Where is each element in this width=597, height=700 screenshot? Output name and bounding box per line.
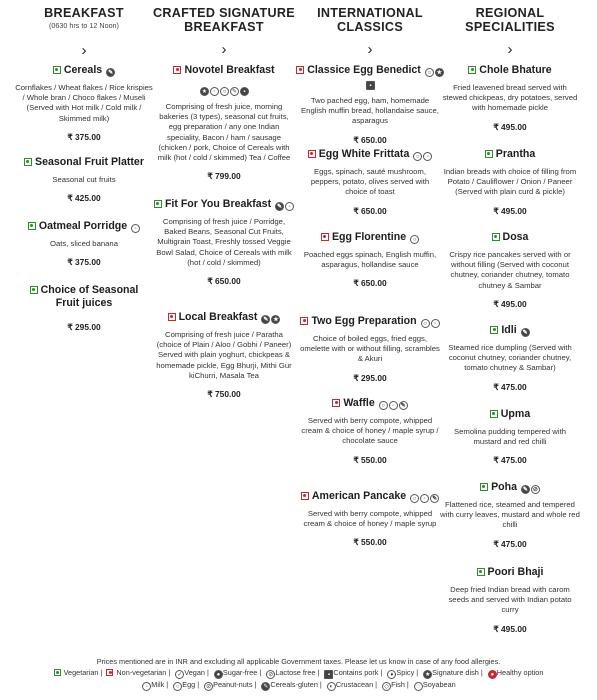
milk-icon: ◦ <box>142 682 151 691</box>
veg-icon <box>28 222 36 230</box>
menu-item-dosa <box>436 231 584 309</box>
breakfast-column <box>10 6 158 332</box>
menu-item-chole-bhature <box>436 64 584 132</box>
item-name: Upma <box>500 408 531 420</box>
item-price: ₹ 650.00 <box>353 278 387 289</box>
menu-item-local-breakfast <box>150 311 298 399</box>
item-description: Poached eggs spinach, English muffin, asparagus, hollandise sauce <box>303 250 437 270</box>
item-name: Oatmeal Porridge <box>38 220 128 232</box>
menu-columns <box>0 6 597 646</box>
legend-label: Vegetarian <box>63 668 99 677</box>
item-price: ₹ 475.00 <box>493 381 527 392</box>
peanut-nuts-icon: ⊘ <box>206 684 212 690</box>
item-name: Poha <box>491 481 517 493</box>
legend-label: Cereals-gluten <box>270 680 318 689</box>
menu-item-oatmeal <box>10 220 158 267</box>
menu-item-prantha <box>436 148 584 216</box>
item-price: ₹ 495.00 <box>493 205 527 216</box>
legend-label: Spicy <box>396 668 415 677</box>
egg-icon: ○ <box>421 319 430 328</box>
veg-icon <box>485 150 493 158</box>
nonveg-icon <box>296 66 304 74</box>
legend-label: Fish <box>391 680 405 689</box>
egg-icon: ○ <box>410 235 419 244</box>
veg-icon <box>477 568 485 576</box>
contains-pork-icon: ▪ <box>324 670 333 679</box>
item-name: Idli <box>501 324 517 336</box>
cereals-gluten-icon: ✎ <box>400 403 406 409</box>
menu-item-american-pancake <box>296 490 444 547</box>
item-price: ₹ 495.00 <box>493 121 527 132</box>
egg-icon: ○ <box>413 152 422 161</box>
item-price: ₹ 650.00 <box>353 134 387 145</box>
item-price: ₹ 425.00 <box>67 193 101 204</box>
cereals-gluten-icon: ✎ <box>263 684 269 690</box>
egg-icon: ○ <box>410 494 419 503</box>
veg-icon <box>30 286 38 294</box>
menu-item-novotel-breakfast <box>150 64 298 181</box>
item-description: Seasonal cut fruits <box>52 175 116 184</box>
item-name: Classice Egg Benedict <box>307 64 421 76</box>
item-price: ₹ 495.00 <box>493 623 527 634</box>
milk-icon: ◦ <box>389 401 398 410</box>
milk-icon: ◦ <box>210 87 219 96</box>
item-description: Fried leavened bread served with stewed chickpeas, dry potatoes, served with homemade pickle <box>442 83 578 113</box>
peanut-nuts-icon: ⊘ <box>532 487 538 493</box>
menu-item-poha <box>436 481 584 549</box>
legend-label: Lactose free <box>275 668 316 677</box>
item-price: ₹ 750.00 <box>207 389 241 400</box>
column-heading: CRAFTED SIGNATURE <box>153 6 295 20</box>
veg-icon <box>492 233 500 241</box>
item-description: Deep fried Indian bread with carom seeds and served with Indian potato curry <box>448 585 572 615</box>
item-description: Semolina pudding tempered with mustard and red chilli <box>454 427 566 447</box>
menu-item-fruit-juices <box>10 284 158 332</box>
item-name: Egg White Frittata <box>318 148 410 160</box>
nonveg-icon <box>308 150 316 158</box>
egg-icon: ○ <box>220 87 229 96</box>
healthy-option-icon: ● <box>488 670 497 679</box>
legend-label: Peanut-nuts <box>213 680 253 689</box>
column-heading: INTERNATIONAL <box>317 6 423 20</box>
column-heading-line-2: BREAKFAST <box>184 20 264 34</box>
legend-label: Contains pork <box>333 668 379 677</box>
cereals-gluten-icon: ✎ <box>522 330 528 336</box>
menu-item-fit-for-you <box>150 198 298 286</box>
item-name: Egg Florentine <box>331 231 407 243</box>
cereals-gluten-icon: ✎ <box>108 70 114 76</box>
item-price: ₹ 650.00 <box>353 205 387 216</box>
column-heading-line-2: SPECIALITIES <box>465 20 555 34</box>
item-price: ₹ 375.00 <box>67 131 101 142</box>
menu-item-egg-benedict <box>296 64 444 145</box>
item-description: Choice of boiled eggs, fried eggs, omelette with or without filling, scrambles & Akuri <box>300 334 440 364</box>
item-price: ₹ 650.00 <box>207 276 241 287</box>
item-name: Prantha <box>495 148 536 160</box>
item-description: Served with berry compote, whipped cream & choice of honey / maple syrup <box>303 509 437 529</box>
legend-row-2: ◦ Milk | ○ Egg | ⊘ Peanut-nuts | ✎ Cereals-gluten | ◐ Crustacean | ◇ Fish | ◌ Soyabean <box>0 679 597 691</box>
veg-icon <box>480 483 488 491</box>
item-price: ₹ 495.00 <box>493 298 527 309</box>
signature-dish-icon: ★ <box>273 317 279 323</box>
item-description: Comprising of fresh juice / Paratha (choice of Plain / Aloo / Gobhi / Paneer) Served with plain yoghurt, chickpeas & homemade pickle, Egg Bhurji, Mithi Gur kiChurri, Masala Tea <box>156 330 292 380</box>
signature-dish-icon: ★ <box>436 70 442 76</box>
column-heading-line-2: CLASSICS <box>336 20 404 34</box>
veg-icon <box>24 158 32 166</box>
item-description: Comprising of fresh juice, morning bakeries (3 types), seasonal cut fruits, egg preparation / any one Indian speciality, Bacon / ham / sausage (chicken / pork, Choice of Cereals with milk (hot / cold / skimmed) Tea / Coffee <box>157 102 291 163</box>
milk-icon: ◦ <box>131 224 140 233</box>
egg-icon: ○ <box>425 68 434 77</box>
item-price: ₹ 295.00 <box>353 372 387 383</box>
legend-label: Healthy option <box>496 668 544 677</box>
veg-icon <box>154 200 162 208</box>
item-price: ₹ 475.00 <box>493 455 527 466</box>
item-description: Cornflakes / Wheat flakes / Rice krispies / Whole bran / Choco flakes / Museli (Served with Hot milk / Cold milk / Skimmed milk) <box>15 83 153 123</box>
item-description: Flattened rice, steamed and tempered with curry leaves, mustard and whole red chilli <box>440 500 580 530</box>
international-column <box>296 6 444 548</box>
footer-note: Prices mentioned are in INR and excluding all applicable Government taxes. Please let us know in case of any food allergies. <box>96 657 501 666</box>
item-name: American Pancake <box>311 490 407 502</box>
nonveg-icon <box>300 317 308 325</box>
menu-item-idli <box>436 324 584 392</box>
legend-label: Signature dish <box>432 668 479 677</box>
veg-icon <box>468 66 476 74</box>
item-price: ₹ 375.00 <box>67 257 101 268</box>
column-heading: BREAKFAST <box>44 6 124 20</box>
milk-icon: ◦ <box>431 319 440 328</box>
milk-icon: ◦ <box>285 202 294 211</box>
fish-icon: ◇ <box>382 682 391 691</box>
legend-label: Non-vegetarian <box>116 668 167 677</box>
menu-item-cereals <box>10 64 158 142</box>
legend-label: Sugar-free <box>222 668 258 677</box>
cereals-gluten-icon: ✎ <box>432 496 438 502</box>
item-description: Oats, sliced banana <box>50 239 118 248</box>
item-name: Dosa <box>502 231 529 243</box>
item-name: Poori Bhaji <box>487 566 544 578</box>
veg-icon <box>490 326 498 334</box>
vegan-icon: ✓ <box>177 672 183 678</box>
sugar-free-icon: ● <box>214 670 223 679</box>
column-subheading: (0630 hrs to 12 Noon) <box>49 21 119 30</box>
legend-label: Vegan <box>184 668 205 677</box>
contains-pork-icon: ▪ <box>366 81 375 90</box>
chevron-right-icon[interactable]: › <box>221 41 227 58</box>
legend-label: Crustacean <box>335 680 374 689</box>
veg-icon <box>53 66 61 74</box>
lactose-free-icon: ⊘ <box>268 672 274 678</box>
menu-item-upma <box>436 408 584 465</box>
chevron-right-icon[interactable]: › <box>81 42 87 59</box>
egg-icon: ○ <box>379 401 388 410</box>
legend-row-1: Vegetarian | Non-vegetarian | ✓ Vegan | ● Sugar-free | ⊘ Lactose free | ▪ Contains pork | ♦ Spicy | ★ Signature dish | ● Healthy option <box>0 667 597 679</box>
nonveg-icon <box>301 492 309 500</box>
menu-item-poori-bhaji <box>436 566 584 634</box>
milk-icon: ◦ <box>420 494 429 503</box>
item-name: Novotel Breakfast <box>184 64 275 76</box>
nonveg-icon <box>168 313 176 321</box>
item-name: Waffle <box>343 397 375 409</box>
milk-icon: ◦ <box>423 152 432 161</box>
veg-icon <box>490 410 498 418</box>
item-price: ₹ 550.00 <box>353 537 387 548</box>
nonveg-icon <box>173 66 181 74</box>
column-heading: REGIONAL <box>475 6 545 20</box>
item-price: ₹ 799.00 <box>207 171 241 182</box>
chevron-right-icon[interactable]: › <box>367 41 373 58</box>
veg-icon <box>54 669 61 676</box>
item-price: ₹ 295.00 <box>67 322 101 332</box>
nonveg-icon <box>321 233 329 241</box>
legend-label: Milk <box>151 680 165 689</box>
menu-item-waffle <box>296 397 444 465</box>
item-name: Two Egg Preparation <box>311 315 417 327</box>
footer <box>0 656 597 691</box>
signature-dish-icon: ★ <box>201 89 208 95</box>
soyabean-icon: ◌ <box>414 682 423 691</box>
item-name: Local Breakfast <box>178 311 258 323</box>
item-price: ₹ 475.00 <box>493 538 527 549</box>
cereals-gluten-icon: ✎ <box>231 89 238 95</box>
menu-item-two-egg-preparation <box>296 315 444 383</box>
item-description: Eggs, spinach, sauté mushroom, peppers, potato, olives served with choice of toast <box>310 167 430 197</box>
chevron-right-icon[interactable]: › <box>507 41 513 58</box>
item-name: Chole Bhature <box>479 64 552 76</box>
nonveg-icon <box>332 399 340 407</box>
item-name: Seasonal Fruit Platter <box>35 156 144 168</box>
menu-item-fruit-platter <box>10 156 158 203</box>
item-name-line-2: Fruit juices <box>55 297 113 309</box>
item-description: Comprising of fresh juice / Porridge, Baked Beans, Seasonal Cut Fruits, Multigrain Toast, Freshly tossed Veggie Bowl Salad, Choice of Cereals with milk (hot / cold / skimmed) <box>156 217 292 267</box>
regional-column <box>436 6 584 634</box>
cereals-gluten-icon: ✎ <box>263 317 269 323</box>
cereals-gluten-icon: ✎ <box>522 487 528 493</box>
egg-icon: ○ <box>173 682 182 691</box>
cereals-gluten-icon: ✎ <box>277 204 283 210</box>
allergen-icons <box>150 79 298 97</box>
signature-column <box>150 6 298 400</box>
item-name: Cereals <box>63 64 103 76</box>
menu-item-egg-white-frittata <box>296 148 444 216</box>
item-name: Choice of Seasonal <box>40 284 139 296</box>
signature-dish-icon: ★ <box>424 672 431 678</box>
legend-label: Egg <box>182 680 196 689</box>
item-price: ₹ 550.00 <box>353 454 387 465</box>
crustacean-icon: ◐ <box>327 682 336 691</box>
spicy-icon: ♦ <box>387 670 396 679</box>
nonveg-icon <box>106 669 113 676</box>
item-description: Two pached egg, ham, homemade English muffin bread, hollandaise sauce, asparagus <box>301 96 439 126</box>
legend-label: Soyabean <box>422 680 456 689</box>
menu-item-egg-florentine <box>296 231 444 288</box>
contains-pork-icon: ▪ <box>240 87 249 96</box>
item-description: Indian breads with choice of filling from Potato / Cauliflower / Onion / Paneer (Served with plain curd & pickle) <box>443 167 577 197</box>
item-description: Steamed rice dumpling (Served with coconut chutney, coriander chutney, tomato chutney & Sambar) <box>448 343 572 373</box>
item-description: Crispy rice pancakes served with or without filling (Served with coconut chutney, coriander chutney, tomato chutney & Sambar <box>449 250 571 290</box>
item-description: Served with berry compote, whipped cream & choice of honey / maple syrup / chocolate sauce <box>301 416 439 446</box>
item-name: Fit For You Breakfast <box>164 198 272 210</box>
